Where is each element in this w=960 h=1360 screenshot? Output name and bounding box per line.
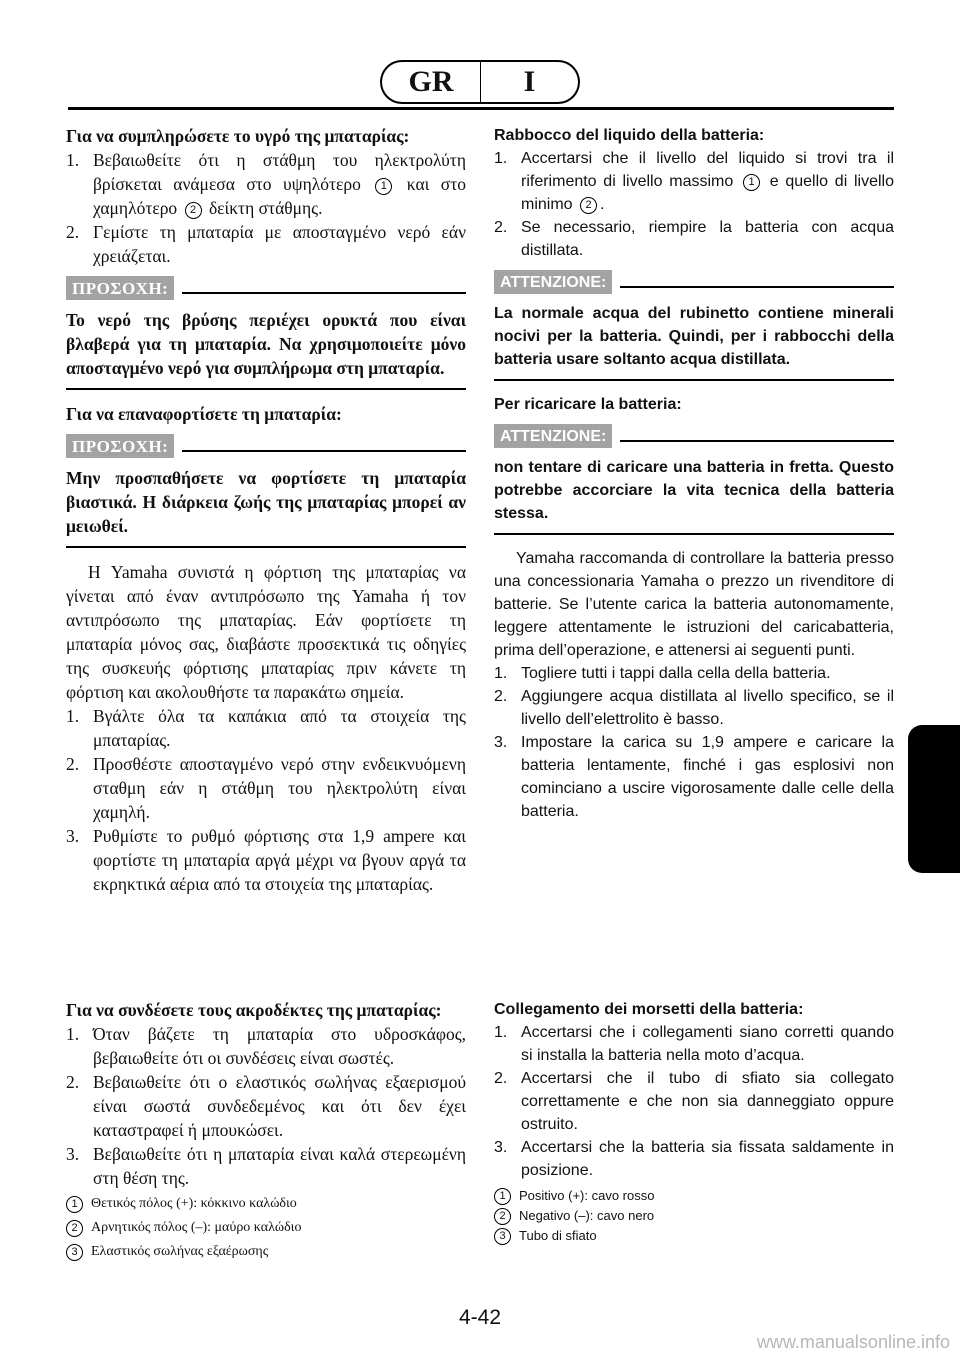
italian-top-section [494,124,894,823]
caution-text: Το νερό της βρύσης περιέχει ορυκτά που είναι βλαβερά για τη μπαταρία. Να χρησιμοποιείτε μόνο αποσταγμένο νερό για συμπλήρωμα στη μπαταρία. [66,308,466,390]
caution-text: non tentare di caricare una batteria in fretta. Questo potrebbe accorciare la vita tecnica della batteria stessa. [494,456,894,535]
caution-label: ATTENZIONE: [494,270,612,294]
list-item: 2. Aggiungere acqua distillata al livello specifico, se il livello dell’elettrolito è basso. [494,688,894,728]
list-item: 2. Se necessario, riempire la batteria con acqua distillata. [494,219,894,259]
reference-mark: 2 [185,202,202,219]
greek-bottom-section [66,998,466,1262]
list-item: 3. Ρυθμίστε το ρυθμό φόρτισης στα 1,9 ampere και φορτίστε τη μπαταρία αργά μέχρι να βγουν αργά τα εκρηκτικά αέρια από τα στοιχεία της μπαταρίας. [66,826,466,894]
language-badge-greek: GR [380,60,480,104]
list-item: 2. Γεμίστε τη μπαταρία με αποσταγμένο νερό εάν χρειάζεται. [66,222,466,266]
chapter-tab [908,725,960,873]
caution-text: La normale acqua del rubinetto contiene minerali nocivi per la batteria. Quindi, per i rabbocchi della batteria usare soltanto acqua distillata. [494,302,894,381]
caution-label: ΠΡΟΣΟΧΗ: [66,434,174,458]
list-item: 1. Όταν βάζετε τη μπαταρία στο υδροσκάφος, βεβαιωθείτε ότι οι συνδέσεις είναι σωστές. [66,1024,466,1068]
legend [66,1194,466,1262]
page-number: 4-42 [458,1306,502,1329]
watermark: www.manualsonline.info [756,1332,950,1352]
legend-item: 2 Αρνητικός πόλος (–): μαύρο καλώδιο [66,1218,466,1238]
list-item: 1. Βεβαιωθείτε ότι η στάθμη του ηλεκτρολύτη βρίσκεται ανάμεσα στο υψηλότερο 1 και στο χαμηλότερο 2 δείκτη στάθμης. [66,150,467,218]
body-paragraph: Yamaha raccomanda di controllare la batteria presso una concessionaria Yamaha o prezzo un rivenditore di batterie. Se l’utente carica la batteria autonomamente, leggere attentamente le istruzioni del caricabatteria, prima dell’operazione, e attenersi ai seguenti punti. [494,550,894,659]
caution-header [494,270,894,294]
caution-label: ΠΡΟΣΟΧΗ: [66,276,174,300]
section-heading: Collegamento dei morsetti della batteria: [494,1001,804,1018]
section-heading: Για να συνδέσετε τους ακροδέκτες της μπαταρίας: [66,1000,442,1020]
legend-item: 1 Θετικός πόλος (+): κόκκινο καλώδιο [66,1194,466,1214]
section-heading: Για να συμπληρώσετε το υγρό της μπαταρίας: [66,126,410,146]
reference-mark: 2 [580,197,597,214]
list-item: 3. Accertarsi che la batteria sia fissata saldamente in posizione. [494,1139,894,1179]
list-item: 2. Προσθέστε αποσταγμένο νερό στην ενδεικνυόμενη σταθμη εάν η στάθμη του ηλεκτρολύτη είναι χαμηλή. [66,754,466,822]
legend-item: 3 Tubo di sfiato [494,1226,894,1246]
caution-label: ATTENZIONE: [494,424,612,448]
legend [494,1186,894,1246]
greek-top-section [66,124,466,896]
section-heading: Rabbocco del liquido della batteria: [494,127,765,144]
language-badge-italian: I [480,60,580,104]
body-paragraph: Η Yamaha συνιστά η φόρτιση της μπαταρίας να γίνεται από έναν αντιπρόσωπο της Yamaha ή τον αντιπρόσωπο της μπαταρίας. Εάν φορτίσετε τη μπαταρία μόνος σας, διαβάστε προσεκτικά τις οδηγίες της συσκευής φόρτισης μπαταρίας πριν κάνετε τη φόρτιση και ακολουθήστε τα παρακάτω σημεία. [66,562,466,702]
header-rule [68,107,894,110]
caution-header [66,434,466,458]
caution-text: Μην προσπαθήσετε να φορτίσετε τη μπαταρία βιαστικά. Η διάρκεια ζωής της μπαταρίας μπορεί αν μειωθεί. [66,466,466,548]
caution-header [494,424,894,448]
list-item: 2. Βεβαιωθείτε ότι ο ελαστικός σωλήνας εξαερισμού είναι σωστά συνδεδεμένος και ότι δεν έχει καταστραφεί ή μπουκώσει. [66,1072,466,1140]
list-item: 1. Togliere tutti i tappi dalla cella della batteria. [494,665,831,682]
legend-item: 3 Ελαστικός σωλήνας εξαέρωσης [66,1242,466,1262]
list-item: 1. Accertarsi che il livello del liquido si trovi tra il riferimento di livello massimo 1 e quello di livello minimo 2 . [494,150,895,213]
section-heading: Per ricaricare la batteria: [494,396,682,413]
reference-mark: 1 [743,174,760,191]
section-heading: Για να επαναφορτίσετε τη μπαταρία: [66,404,342,424]
caution-header [66,276,466,300]
list-item: 1. Accertarsi che i collegamenti siano corretti quando si installa la batteria nella moto d’acqua. [494,1024,894,1064]
legend-item: 2 Negativo (–): cavo nero [494,1206,894,1226]
italian-bottom-section [494,998,894,1246]
list-item: 3. Impostare la carica su 1,9 ampere e caricare la batteria lentamente, finché i gas esplosivi non cominciano a uscire vigorosamente dalle celle della batteria. [494,734,894,820]
reference-mark: 1 [375,178,392,195]
legend-item: 1 Positivo (+): cavo rosso [494,1186,894,1206]
list-item: 1. Βγάλτε όλα τα καπάκια από τα στοιχεία της μπαταρίας. [66,706,466,750]
list-item: 2. Accertarsi che il tubo di sfiato sia collegato correttamente e che non sia danneggiato oppure ostruito. [494,1070,894,1133]
list-item: 3. Βεβαιωθείτε ότι η μπαταρία είναι καλά στερεωμένη στη θέση της. [66,1144,466,1188]
